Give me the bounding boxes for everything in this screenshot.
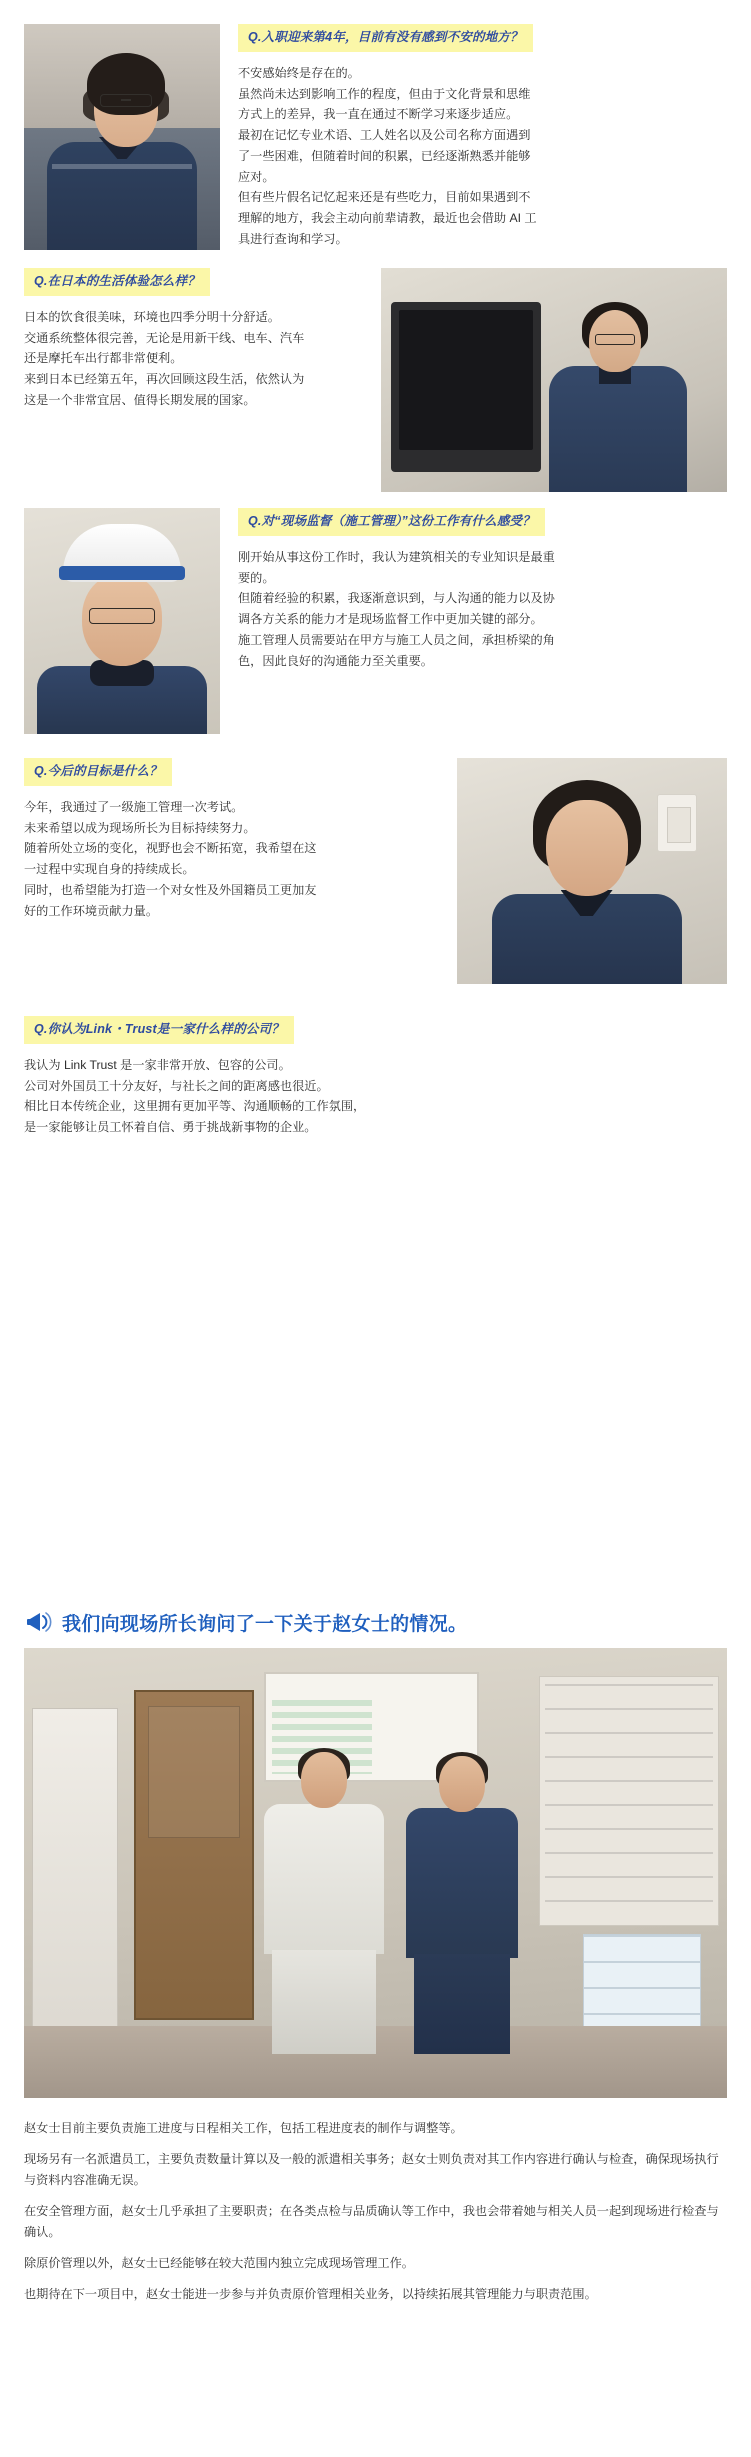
closing-paragraph: 赵女士目前主要负责施工进度与日程相关工作，包括工程进度表的制作与调整等。 <box>24 2121 463 2135</box>
photo-5-employee-legs <box>414 1954 510 2054</box>
answer-4-line: 好的工作环境贡献力量。 <box>24 903 159 918</box>
answer-5 <box>24 1056 727 1138</box>
qa-block-4 <box>24 758 424 922</box>
answer-2 <box>24 308 360 411</box>
answer-3-line: 色，因此良好的沟通能力至关重要。 <box>238 653 433 668</box>
answer-3-line: 要的。 <box>238 570 275 585</box>
answer-4 <box>24 798 424 922</box>
closing-paragraph: 也期待在下一项目中，赵女士能进一步参与并负责原价管理相关业务，以持续拓展其管理能力与职责范围。 <box>24 2286 597 2301</box>
answer-3-line: 刚开始从事这份工作时，我认为建筑相关的专业知识是最重 <box>238 549 555 564</box>
answer-2-line: 这是一个非常宜居、值得长期发展的国家。 <box>24 392 256 407</box>
answer-5-line: 相比日本传统企业，这里拥有更加平等、沟通顺畅的工作氛围， <box>24 1099 366 1114</box>
megaphone-icon <box>24 1608 52 1636</box>
qa-block-2 <box>24 268 360 412</box>
closing-paragraph: 除原价管理以外，赵女士已经能够在较大范围内独立完成现场管理工作。 <box>24 2255 414 2270</box>
answer-1-line: 最初在记忆专业术语、工人姓名以及公司名称方面遇到 <box>238 128 531 143</box>
answer-2-line: 还是摩托车出行都非常便利。 <box>24 351 183 366</box>
answer-1-line: 方式上的差异，我一直在通过不断学习来逐步适应。 <box>238 107 519 122</box>
answer-4-line: 随着所处立场的变化，视野也会不断拓宽，我希望在这 <box>24 841 317 856</box>
answer-1-line: 但有些片假名记忆起来还是有些吃力，目前如果遇到不 <box>238 190 531 205</box>
answer-1-line: 理解的地方，我会主动向前辈请教，最近也会借助 AI 工 <box>238 211 537 226</box>
question-3: Q.对“现场监督（施工管理）”这份工作有什么感受？ <box>238 508 545 536</box>
answer-5-line: 我认为 Link Trust 是一家非常开放、包容的公司。 <box>24 1057 291 1072</box>
qa-block-5 <box>24 1016 727 1139</box>
closing-paragraph: 现场另有一名派遣员工，主要负责数量计算以及一般的派遣相关事务；赵女士则负责对其工作内容进行确认与检查，确保现场执行与资料内容准确无误。 <box>24 2151 719 2187</box>
photo-5-site-manager-face <box>301 1752 347 1808</box>
photo-5-employee <box>402 1756 522 2052</box>
photo-2-uniform <box>549 366 687 492</box>
photo-5-site-manager-legs <box>272 1950 376 2054</box>
question-1: Q.入职迎来第4年，目前有没有感到不安的地方？ <box>238 24 533 52</box>
photo-2-glasses <box>595 334 635 345</box>
answer-3 <box>238 548 727 672</box>
photo-1-uniform-stripe <box>52 164 192 169</box>
photo-2-monitor <box>391 302 541 472</box>
closing-paragraph: 在安全管理方面，赵女士几乎承担了主要职责；在各类点检与品质确认等工作中，我也会带着她与相关人员一起到现场进行检查与确认。 <box>24 2203 719 2239</box>
answer-2-line: 交通系统整体很完善，无论是用新干线、电车、汽车 <box>24 330 305 345</box>
photo-5-employee-face <box>439 1756 485 1812</box>
section-heading <box>24 1608 727 1636</box>
answer-2-line: 来到日本已经第五年，再次回顾这段生活，依然认为 <box>24 372 305 387</box>
photo-5-employee-uniform <box>406 1808 518 1958</box>
answer-5-line: 公司对外国员工十分友好，与社长之间的距离感也很近。 <box>24 1078 329 1093</box>
answer-4-line: 未来希望以成为现场所长为目标持续努力。 <box>24 820 256 835</box>
photo-3 <box>24 508 220 734</box>
answer-4-line: 今年，我通过了一级施工管理一次考试。 <box>24 799 244 814</box>
photo-4-light-switch <box>657 794 697 852</box>
qa-block-1 <box>238 24 727 251</box>
answer-1 <box>238 64 727 250</box>
answer-2-line: 日本的饮食很美味，环境也四季分明十分舒适。 <box>24 309 280 324</box>
photo-5-cabinet <box>32 1708 118 2038</box>
photo-5-site-manager <box>262 1752 386 2052</box>
photo-4 <box>457 758 727 984</box>
photo-5-door <box>134 1690 254 2020</box>
photo-1-glasses <box>100 94 152 107</box>
photo-3-glasses <box>89 608 155 624</box>
answer-3-line: 调各方关系的能力才是现场监督工作中更加关键的部分。 <box>238 612 543 627</box>
question-2: Q.在日本的生活体验怎么样？ <box>24 268 210 296</box>
answer-1-line: 了一些困难，但随着时间的积累，已经逐渐熟悉并能够 <box>238 148 531 163</box>
question-4: Q.今后的目标是什么？ <box>24 758 172 786</box>
answer-1-line: 具进行查询和学习。 <box>238 232 348 246</box>
photo-2 <box>381 268 727 492</box>
photo-1 <box>24 24 220 250</box>
photo-3-helmet-band <box>59 566 185 580</box>
answer-3-line: 施工管理人员需要站在甲方与施工人员之间，承担桥梁的角 <box>238 632 555 647</box>
answer-1-line: 虽然尚未达到影响工作的程度，但由于文化背景和思维 <box>238 86 531 101</box>
qa-block-3 <box>238 508 727 672</box>
answer-3-line: 但随着经验的积累，我逐渐意识到，与人沟通的能力以及协 <box>238 591 555 606</box>
section-heading-title: 我们向现场所长询问了一下关于赵女士的情况。 <box>62 1613 468 1635</box>
photo-4-face <box>546 800 628 896</box>
photo-5-shelf-rows <box>545 1684 713 1920</box>
closing-text <box>24 2118 727 2305</box>
answer-4-line: 同时，也希望能为打造一个对女性及外国籍员工更加友 <box>24 882 317 897</box>
answer-4-line: 一过程中实现自身的持续成长。 <box>24 862 195 877</box>
answer-5-line: 是一家能够让员工怀着自信、勇于挑战新事物的企业。 <box>24 1120 317 1135</box>
answer-1-line: 不安感始终是存在的。 <box>238 65 360 80</box>
answer-1-line: 应对。 <box>238 169 275 184</box>
photo-5-site-manager-uniform <box>264 1804 384 1954</box>
photo-5 <box>24 1648 727 2098</box>
question-5: Q.你认为Link・Trust是一家什么样的公司？ <box>24 1016 294 1044</box>
